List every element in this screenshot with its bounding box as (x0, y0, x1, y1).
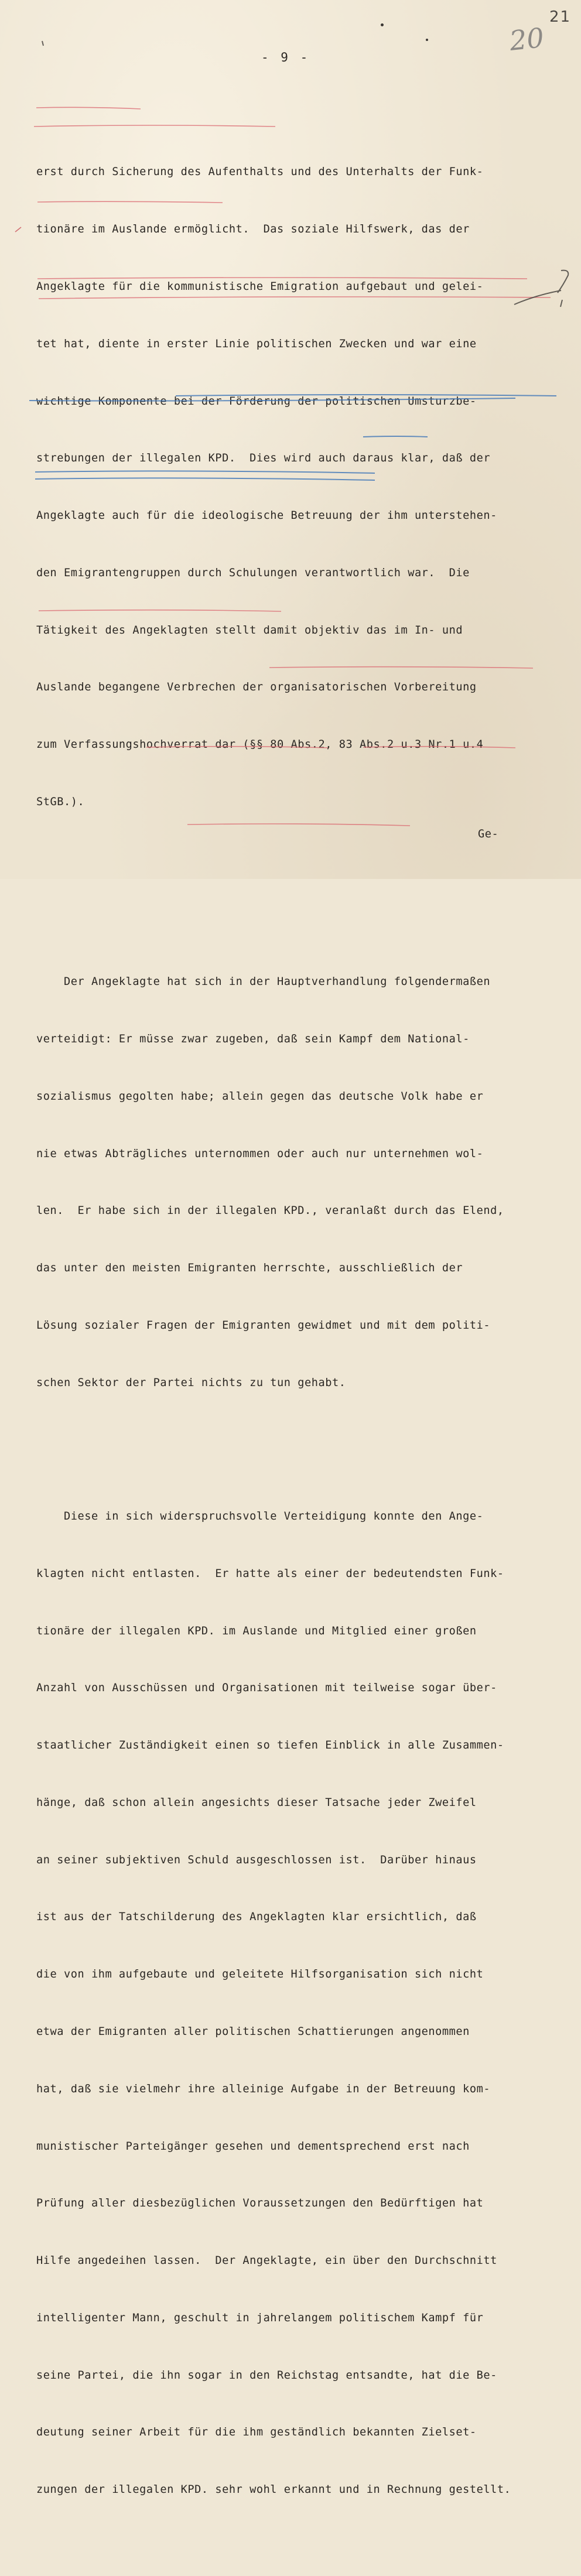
text-line: tionäre der illegalen KPD. im Auslande und Mitglied einer großen (36, 1624, 477, 1637)
blue-pencil-underline (35, 471, 375, 473)
text-line: tet hat, diente in erster Linie politischen Zwecken und war eine (36, 337, 477, 350)
text-line: hat, daß sie vielmehr ihre alleinige Aufgabe in der Betreuung kom- (36, 2082, 491, 2095)
text-line: tionäre im Auslande ermöglicht. Das soziale Hilfswerk, das der (36, 223, 470, 236)
text-line: das unter den meisten Emigranten herrschte, ausschließlich der (36, 1262, 463, 1275)
text-line: erst durch Sicherung des Aufenthalts und des Unterhalts der Funk- (36, 166, 484, 179)
blue-pencil-underline (176, 395, 556, 396)
text-line: Angeklagte auch für die ideologische Betreuung der ihm unterstehen- (36, 509, 497, 522)
text-line: den Emigrantengruppen durch Schulungen verantwortlich war. Die (36, 566, 470, 579)
red-pencil-underline (34, 125, 275, 126)
archive-folio-number: 21 (549, 8, 572, 26)
text-line: hänge, daß schon allein angesichts dieser Tatsache jeder Zweifel (36, 1796, 477, 1809)
text-line: schen Sektor der Partei nichts zu tun gehabt. (36, 1376, 346, 1389)
red-pencil-underline (146, 747, 328, 748)
red-pencil-underline (269, 667, 533, 668)
text-line: verteidigt: Er müsse zwar zugeben, daß sein Kampf dem National- (36, 1033, 470, 1046)
text-line: StGB.). (36, 795, 85, 808)
text-line: seine Partei, die ihn sogar in den Reichstag entsandte, hat die Be- (36, 2369, 497, 2382)
text-line: staatlicher Zuständigkeit einen so tiefen Einblick in alle Zusammen- (36, 1739, 504, 1752)
text-line: Auslande begangene Verbrechen der organisatorischen Vorbereitung (36, 681, 477, 694)
text-line: etwa der Emigranten aller politischen Schattierungen angenommen (36, 2025, 470, 2038)
text-line: ist aus der Tatschilderung des Angeklagten klar ersichtlich, daß (36, 1911, 477, 1924)
text-line: Prüfung aller diesbezüglichen Voraussetzungen den Bedürftigen hat (36, 2197, 484, 2210)
margin-pencil-stroke (42, 41, 43, 46)
red-pencil-underline (187, 824, 410, 826)
blue-pencil-underline (35, 478, 375, 480)
text-line: Anzahl von Ausschüssen und Organisationen mit teilweise sogar über- (36, 1682, 497, 1695)
text-line: zum Verfassungshochverrat dar (§§ 80 Abs.2, 83 Abs.2 u.3 Nr.1 u.4 (36, 738, 484, 751)
text-line: strebungen der illegalen KPD. Dies wird auch daraus klar, daß der (36, 452, 491, 465)
text-line: Hilfe angedeihen lassen. Der Angeklagte, ein über den Durchschnitt (36, 2255, 497, 2267)
text-line: Tätigkeit des Angeklagten stellt damit objektiv das im In- und (36, 624, 463, 637)
red-pencil-underline (37, 278, 527, 279)
text-line: deutung seiner Arbeit für die ihm geständlich bekannten Zielset- (36, 2426, 477, 2439)
red-pencil-underline (37, 201, 223, 203)
text-line: sozialismus gegolten habe; allein gegen das deutsche Volk habe er (36, 1090, 484, 1103)
text-line: intelligenter Mann, geschult in jahrelangem politischem Kampf für (36, 2311, 484, 2324)
margin-handwritten-mark (558, 271, 568, 293)
pencil-annotations (0, 0, 581, 879)
paragraph-gap (36, 888, 563, 897)
text-line: Diese in sich widerspruchsvolle Verteidigung konnte den Ange- (36, 1510, 484, 1523)
red-pencil-underline (36, 107, 141, 109)
ink-speck (381, 23, 384, 26)
text-line: klagten nicht entlasten. Er hatte als einer der bedeutendsten Funk- (36, 1567, 504, 1580)
text-line: Angeklagte für die kommunistische Emigration aufgebaut und gelei- (36, 280, 484, 293)
text-line: len. Er habe sich in der illegalen KPD., veranlaßt durch das Elend, (36, 1205, 504, 1217)
red-pencil-underline (39, 297, 551, 299)
text-line: nie etwas Abträgliches unternommen oder auch nur unternehmen wol- (36, 1147, 484, 1160)
text-line: Der Angeklagte hat sich in der Hauptverhandlung folgendermaßen (36, 976, 491, 988)
red-pencil-underline (363, 747, 515, 748)
text-line: wichtige Komponente bei der Förderung der politischen Umsturzbe- (36, 395, 477, 408)
text-line: Lösung sozialer Fragen der Emigranten gewidmet und mit dem politi- (36, 1319, 491, 1332)
handwritten-page-number: 20 (508, 22, 546, 57)
ink-speck (426, 39, 428, 41)
catchword: Ge- (478, 828, 499, 840)
blue-pencil-underline (29, 398, 515, 401)
text-line: munistischer Parteigänger gesehen und dementsprechend erst nach (36, 2140, 470, 2153)
page-number: - 9 - (261, 50, 310, 64)
text-line: an seiner subjektiven Schuld ausgeschlossen ist. Darüber hinaus (36, 1853, 477, 1866)
text-line: zungen der illegalen KPD. sehr wohl erkannt und in Rechnung gestellt. (36, 2483, 511, 2496)
red-pencil-underline (39, 610, 281, 611)
paragraph-3 (36, 1469, 563, 2538)
blue-pencil-underline (363, 436, 428, 437)
margin-pencil-stroke (561, 300, 562, 307)
text-line: die von ihm aufgebaute und geleitete Hilfsorganisation sich nicht (36, 1968, 484, 1981)
margin-tick-mark (15, 227, 21, 232)
paragraph-2 (36, 935, 563, 1431)
